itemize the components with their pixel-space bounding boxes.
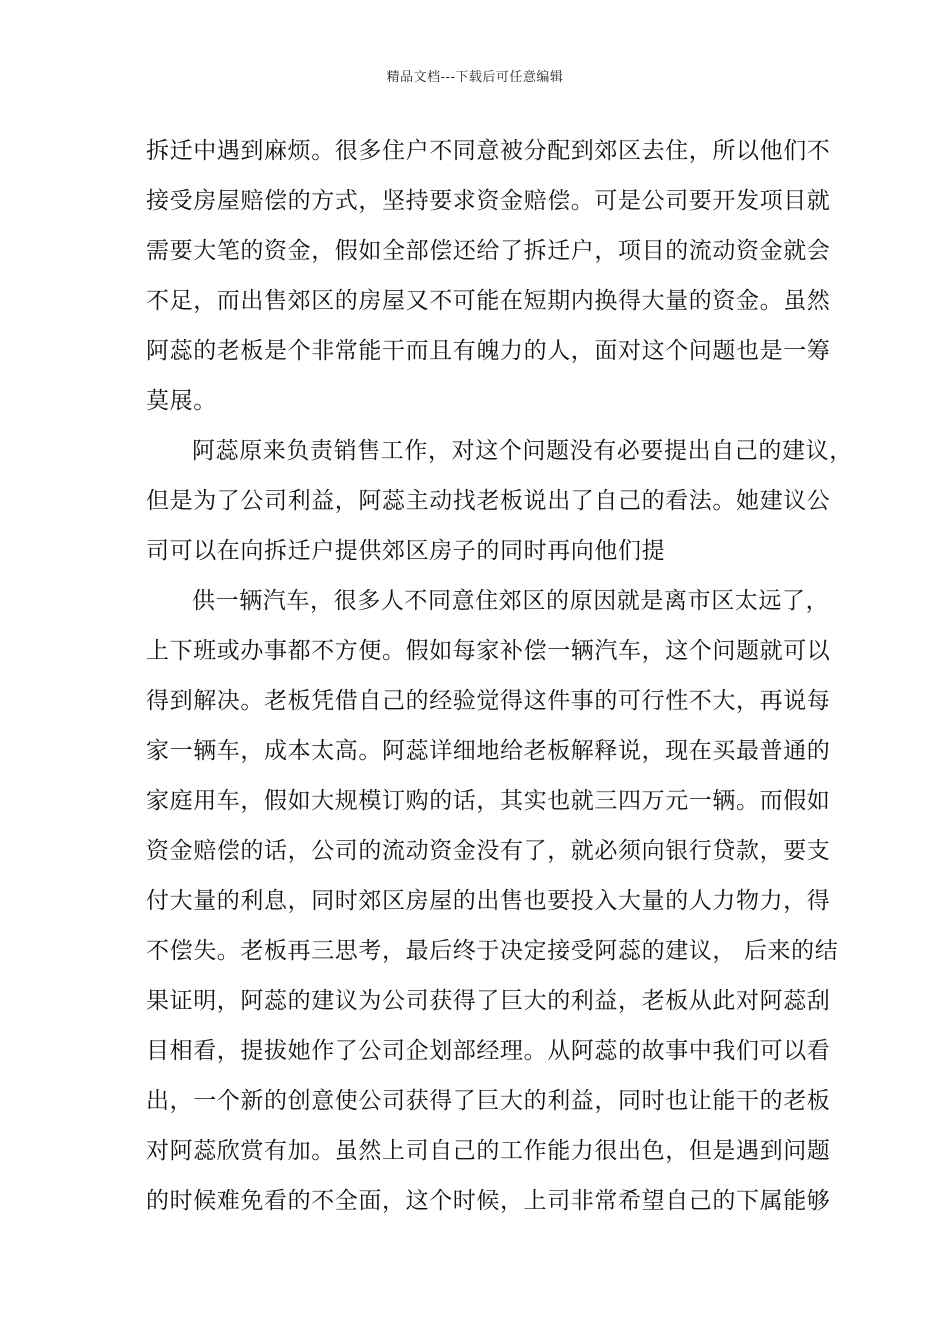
text-line: 果证明，阿蕊的建议为公司获得了巨大的利益，老板从此对阿蕊刮 — [146, 988, 831, 1014]
text-line: 但是为了公司利益，阿蕊主动找老板说出了自己的看法。她建议公 — [146, 488, 831, 514]
text-line: 家庭用车，假如大规模订购的话，其实也就三四万元一辆。而假如 — [146, 788, 831, 814]
document-body — [146, 126, 853, 1226]
text-line: 目相看，提拔她作了公司企划部经理。从阿蕊的故事中我们可以看 — [146, 1038, 831, 1064]
text-line: 不偿失。老板再三思考，最后终于决定接受阿蕊的建议， 后来的结 — [146, 938, 839, 964]
text-line: 得到解决。老板凭借自己的经验觉得这件事的可行性不大，再说每 — [146, 688, 831, 714]
text-line: 家一辆车，成本太高。阿蕊详细地给老板解释说，现在买最普通的 — [146, 738, 831, 764]
text-line: 阿蕊的老板是个非常能干而且有魄力的人，面对这个问题也是一筹 — [146, 338, 831, 364]
text-line: 资金赔偿的话，公司的流动资金没有了，就必须向银行贷款，要支 — [146, 838, 831, 864]
text-line: 拆迁中遇到麻烦。很多住户不同意被分配到郊区去住，所以他们不 — [146, 138, 831, 164]
text-line: 需要大笔的资金，假如全部偿还给了拆迁户，项目的流动资金就会 — [146, 238, 831, 264]
text-line: 阿蕊原来负责销售工作，对这个问题没有必要提出自己的建议， — [192, 438, 853, 464]
page-header: 精品文档---下载后可任意编辑 — [386, 70, 564, 85]
text-line: 出，一个新的创意使公司获得了巨大的利益，同时也让能干的老板 — [146, 1088, 831, 1114]
text-line: 上下班或办事都不方便。假如每家补偿一辆汽车，这个问题就可以 — [146, 638, 831, 664]
text-line: 司可以在向拆迁户提供郊区房子的同时再向他们提 — [146, 538, 666, 564]
text-line: 不足，而出售郊区的房屋又不可能在短期内换得大量的资金。虽然 — [146, 288, 831, 314]
text-line: 接受房屋赔偿的方式，坚持要求资金赔偿。可是公司要开发项目就 — [146, 188, 831, 214]
text-line: 付大量的利息，同时郊区房屋的出售也要投入大量的人力物力，得 — [146, 888, 831, 914]
text-line: 莫展。 — [146, 388, 217, 414]
text-line: 供一辆汽车，很多人不同意住郊区的原因就是离市区太远了， — [192, 588, 830, 614]
text-line: 对阿蕊欣赏有加。虽然上司自己的工作能力很出色，但是遇到问题 — [146, 1138, 831, 1164]
text-line: 的时候难免看的不全面，这个时候，上司非常希望自己的下属能够 — [146, 1188, 831, 1214]
